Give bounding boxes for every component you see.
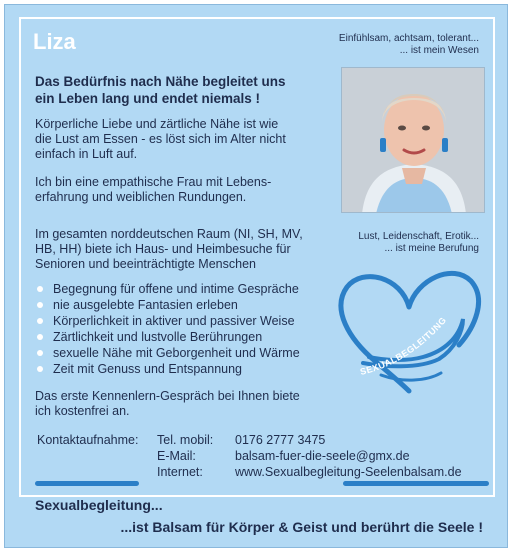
list-item	[37, 313, 300, 329]
portrait-photo	[341, 67, 485, 213]
tagline-top	[339, 33, 479, 57]
list-item-text: nie ausgelebte Fantasien erleben	[53, 298, 238, 312]
paragraph-1	[35, 117, 335, 162]
paragraph-2-line2: erfahrung und weiblichen Rundungen.	[35, 190, 247, 204]
bullet-icon	[37, 350, 43, 356]
portrait-illustration	[342, 68, 485, 213]
contact-block	[35, 431, 464, 481]
list-item-text: Zeit mit Genuss und Entspannung	[53, 362, 243, 376]
paragraph-1-line3: einfach in Luft auf.	[35, 147, 138, 161]
tagline-top-line1: Einfühlsam, achtsam, tolerant...	[338, 33, 479, 44]
phone-label: Tel. mobil:	[157, 433, 214, 447]
paragraph-1-line2: die Lust am Essen - es löst sich im Alter nicht	[35, 132, 286, 146]
list-item	[37, 297, 300, 313]
list-item	[37, 281, 300, 297]
flyer-card	[4, 4, 508, 548]
tagline-top-line2: ... ist mein Wesen	[399, 45, 479, 56]
list-item-text: sexuelle Nähe mit Geborgenheit und Wärme	[53, 346, 300, 360]
footer-line1: Sexualbegleitung...	[35, 497, 163, 513]
paragraph-2	[35, 175, 335, 205]
tagline-middle-line1: Lust, Leidenschaft, Erotik...	[358, 231, 479, 242]
offer-note	[35, 389, 335, 419]
offer-list	[37, 281, 300, 377]
bullet-icon	[37, 302, 43, 308]
offer-note-line1: Das erste Kennenlern-Gespräch bei Ihnen biete	[35, 389, 300, 403]
list-item-text: Zärtlichkeit und lustvolle Berührungen	[53, 330, 263, 344]
headline-line1: Das Bedürfnis nach Nähe begleitet uns	[35, 74, 286, 89]
paragraph-3-line2: HB, HH) biete ich Haus- und Heimbesuche für	[35, 242, 291, 256]
headline	[35, 73, 335, 107]
contact-label: Kontaktaufnahme:	[37, 433, 139, 447]
bullet-icon	[37, 318, 43, 324]
list-item	[37, 361, 300, 377]
offer-note-line2: ich kostenfrei an.	[35, 404, 130, 418]
logo-text-path: SEXUALBEGLEITUNG	[359, 314, 449, 377]
phone-number[interactable]: 0176 2777 3475	[235, 433, 326, 447]
paragraph-2-line1: Ich bin eine empathische Frau mit Lebens-	[35, 175, 272, 189]
bullet-icon	[37, 366, 43, 372]
paragraph-1-line1: Körperliche Liebe und zärtliche Nähe ist wie	[35, 117, 279, 131]
person-name: Liza	[33, 29, 76, 54]
web-label: Internet:	[157, 465, 203, 479]
footer-line2: ...ist Balsam für Körper & Geist und berührt die Seele !	[120, 519, 483, 535]
contact-row-phone	[37, 433, 462, 447]
email-label: E-Mail:	[157, 449, 196, 463]
tagline-middle-line2: ... ist meine Berufung	[384, 243, 479, 254]
bullet-icon	[37, 286, 43, 292]
headline-line2: ein Leben lang und endet niemals !	[35, 91, 261, 106]
divider-left	[35, 481, 139, 486]
bullet-icon	[37, 334, 43, 340]
contact-row-email	[37, 449, 462, 463]
list-item-text: Körperlichkeit in aktiver und passiver Weise	[53, 314, 295, 328]
list-item	[37, 345, 300, 361]
paragraph-3-line3: Senioren und beeinträchtigte Menschen	[35, 257, 256, 271]
list-item-text: Begegnung für offene und intime Gespräche	[53, 282, 299, 296]
heart-hand-logo	[323, 257, 493, 407]
email-link[interactable]: balsam-fuer-die-seele@gmx.de	[235, 449, 410, 463]
contact-spacer	[37, 465, 155, 479]
contact-row-web	[37, 465, 462, 479]
contact-spacer	[37, 449, 155, 463]
web-link[interactable]: www.Sexualbegleitung-Seelenbalsam.de	[235, 465, 462, 479]
tagline-middle	[358, 231, 479, 255]
divider-right	[343, 481, 489, 486]
paragraph-3-line1: Im gesamten norddeutschen Raum (NI, SH, MV,	[35, 227, 303, 241]
list-item	[37, 329, 300, 345]
paragraph-3	[35, 227, 335, 272]
